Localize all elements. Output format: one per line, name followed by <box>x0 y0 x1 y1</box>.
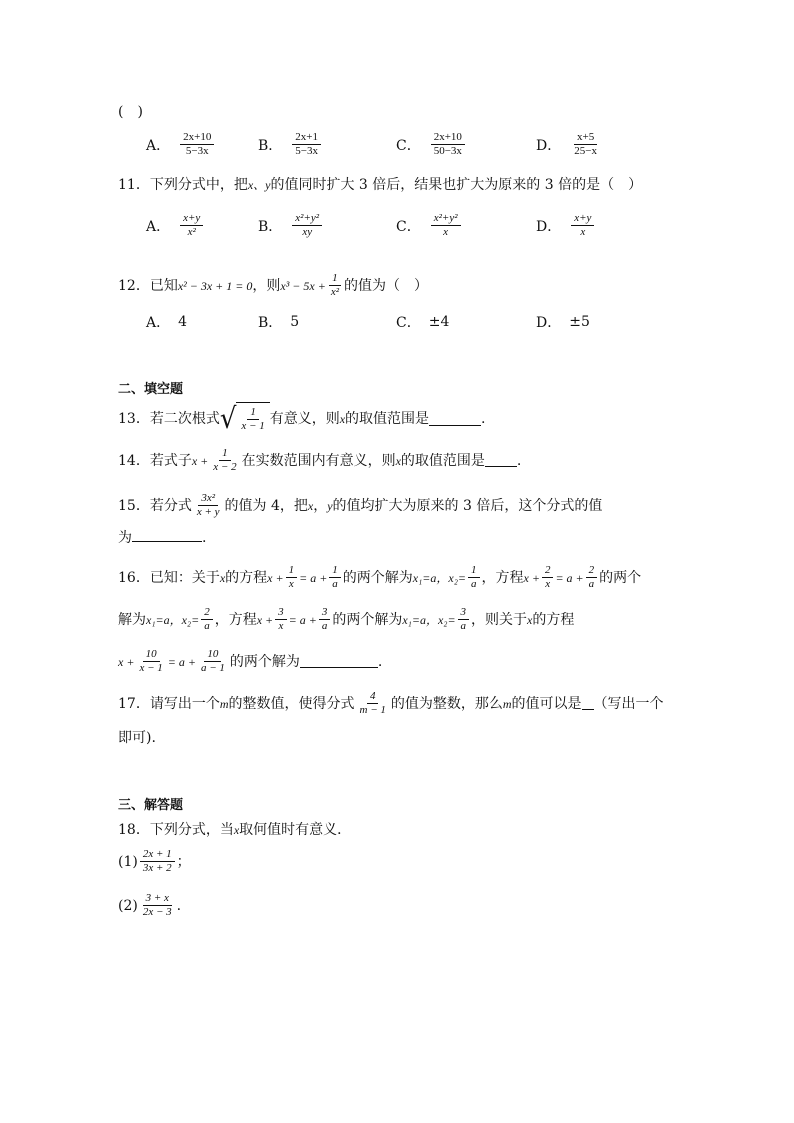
q12-option-a[interactable]: A． 4 <box>146 314 188 331</box>
option-fraction: x+5 25−x <box>574 131 597 157</box>
q10-option-c[interactable] <box>396 131 467 158</box>
q18-part1: (1) 2x + 1 3x + 2 ； <box>118 848 191 874</box>
q10-paren: ( ) <box>118 104 143 120</box>
q16-line1: 16．已知：关于 x 的方程 x + $\frac{1}{x}$ = a + $\frac{1}{a}$ 的两个解为 x₁=a，x₂= $\frac{1}{a}$ ，方程 x + $\frac{2}{x}$ = a + $\frac{2}{a}$ 的两个 <box>118 564 642 590</box>
sqrt-symbol: √ 1 x − 1 <box>220 402 270 436</box>
option-label: C． <box>396 137 421 154</box>
q17-line2: 即可). <box>118 730 156 746</box>
option-fraction: 2x+1 5−3x <box>292 131 321 158</box>
q14: 14．若式子 x + $\frac{1}{x - 2}$ 在实数范围内有意义，则 x 的取值范围是 . <box>118 447 522 473</box>
option-label: D． <box>536 137 562 154</box>
q11-option-b[interactable]: B． x²+y² xy <box>258 212 324 239</box>
q15-line2: 为 . <box>118 530 207 546</box>
answer-blank[interactable] <box>132 529 202 542</box>
q16-line2: 解为 x₁=a，x₂= $\frac{2}{a}$ ，方程 x + $\frac{3}{x}$ = a + $\frac{3}{a}$ 的两个解为 x₁=a，x₂= $\frac{3}{a}$ ，则关于 x 的方程 <box>118 606 575 632</box>
section-heading-fill-blank: 二、填空题 <box>118 382 184 397</box>
answer-blank[interactable] <box>300 655 378 668</box>
q11-option-c[interactable]: C． x²+y² x <box>396 212 463 239</box>
section-heading-answer: 三、解答题 <box>118 798 184 813</box>
option-fraction: 2x+10 5−3x <box>180 131 214 158</box>
q12-stem: 12．已知 x² − 3x + 1 = 0 ，则 x³ − 5x + $\frac{1}{\text{x²}}$ 的值为（ ） <box>118 272 429 298</box>
q12-option-d[interactable]: D． ±5 <box>536 314 590 331</box>
q13: 13．若二次根式 √ 1 x − 1 有意义，则 x 的取值范围是 . <box>118 402 486 436</box>
q18-part2: (2) 3 + x 2x − 3 . <box>118 892 182 918</box>
answer-blank[interactable] <box>582 697 594 710</box>
q11-option-a[interactable]: A． x+y x² <box>146 212 205 239</box>
answer-blank[interactable] <box>485 454 517 467</box>
option-fraction: 2x+10 50−3x <box>431 131 465 158</box>
option-label: B． <box>258 137 283 154</box>
answer-blank[interactable] <box>429 413 481 426</box>
q10-option-b[interactable] <box>258 131 323 158</box>
q10-option-a[interactable] <box>146 131 216 158</box>
q16-line3: x + $\frac{10}{x - 1}$ = a + $\frac{10}{a - 1}$ 的两个解为 . <box>118 648 383 674</box>
q10-option-d[interactable] <box>536 131 602 158</box>
q17-line1: 17．请写出一个 m 的整数值，使得分式 4 m − 1 的值为整数，那么 m 的值可以是 （写出一个 <box>118 690 664 716</box>
option-label: A． <box>146 137 171 154</box>
q18-stem: 18．下列分式，当x取何值时有意义． <box>118 822 352 838</box>
q12-option-c[interactable]: C． ±4 <box>396 314 450 331</box>
q11-stem: 11．下列分式中，把x、y的值同时扩大 3 倍后，结果也扩大为原来的 3 倍的是（ ） <box>118 177 643 193</box>
q15-line1: 15．若分式 3x² x + y 的值为 4，把 x ， y 的值均扩大为原来的 3 倍后，这个分式的值 <box>118 492 603 518</box>
q11-option-d[interactable]: D． x+y x <box>536 212 596 239</box>
q12-option-b[interactable]: B． 5 <box>258 314 300 331</box>
